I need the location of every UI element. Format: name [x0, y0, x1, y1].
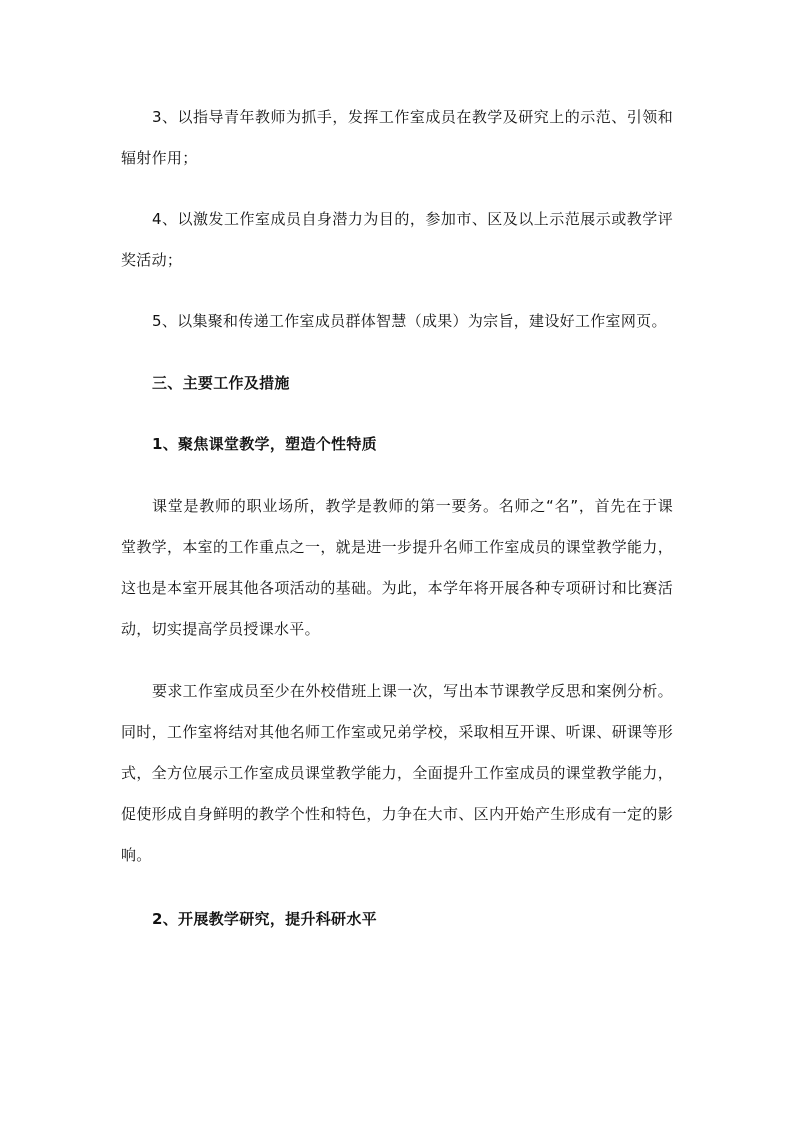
body-paragraph-classroom: 课堂是教师的职业场所，教学是教师的第一要务。名师之“名”，首先在于课堂教学，本室的工作重点之一，就是进一步提升名师工作室成员的课堂教学能力，这也是本室开展其他各项活动的基础。为此，本学年将开展各种专项研讨和比赛活动，切实提高学员授课水平。 — [121, 497, 673, 638]
subheading-teaching-research: 2、开展教学研究，提升科研水平 — [152, 910, 377, 928]
body-paragraph-requirements: 要求工作室成员至少在外校借班上课一次，写出本节课教学反思和案例分析。同时，工作室将结对其他名师工作室或兄弟学校，采取相互开课、听课、研课等形式，全方位展示工作室成员课堂教学能力，全面提升工作室成员的课堂教学能力，促使形成自身鲜明的教学个性和特色，力争在大市、区内开始产生形成有一定的影响。 — [121, 682, 673, 864]
section-heading: 三、主要工作及措施 — [152, 374, 290, 392]
goal-item-3: 3、以指导青年教师为抓手，发挥工作室成员在教学及研究上的示范、引领和辐射作用； — [121, 108, 673, 167]
goal-item-5: 5、以集聚和传递工作室成员群体智慧（成果）为宗旨，建设好工作室网页。 — [152, 312, 667, 330]
goal-item-4: 4、以激发工作室成员自身潜力为目的，参加市、区及以上示范展示或教学评奖活动； — [121, 210, 673, 269]
subheading-classroom-teaching: 1、聚焦课堂教学，塑造个性特质 — [152, 435, 377, 453]
